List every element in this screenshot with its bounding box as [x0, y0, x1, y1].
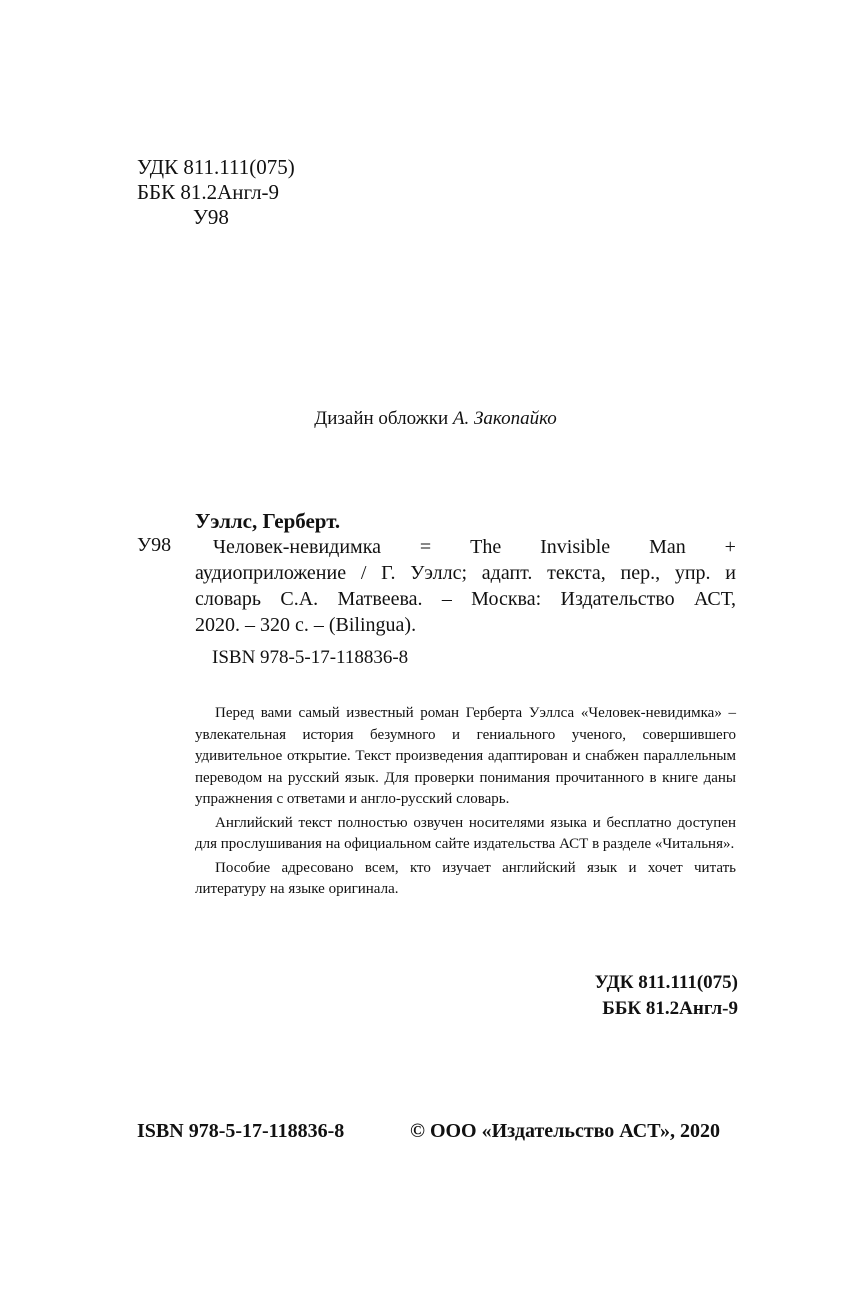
annotation-paragraph: Пособие адресовано всем, кто изучает английский язык и хочет читать литературу на языке оригинала.	[195, 859, 736, 897]
description-line: словарь С.А. Матвеева. – Москва: Издательство АСТ,	[195, 588, 736, 610]
title-word: Invisible	[540, 536, 611, 558]
footer-copyright: © ООО «Издательство АСТ», 2020	[410, 1120, 721, 1142]
udk-code-bottom: УДК 811.111(075)	[594, 972, 738, 993]
title-word: Man	[649, 536, 686, 558]
author-mark: У98	[193, 205, 229, 229]
bbk-code-bottom: ББК 81.2Англ-9	[602, 998, 738, 1019]
bottom-classification-codes	[0, 970, 738, 1022]
title-word: Человек-невидимка	[213, 536, 381, 558]
author-heading: Уэллс, Герберт.	[195, 509, 341, 533]
side-author-mark: У98	[137, 534, 172, 556]
isbn-entry: ISBN 978-5-17-118836-8	[212, 647, 409, 668]
annotation	[195, 703, 736, 901]
bibliographic-description	[195, 534, 736, 638]
title-word: The	[470, 536, 502, 558]
description-line: 2020. – 320 с. – (Bilingua).	[195, 614, 417, 636]
cover-label: Дизайн обложки	[314, 408, 449, 429]
bbk-code: ББК 81.2Англ-9	[137, 180, 280, 204]
cover-designer: А. Закопайко	[452, 408, 557, 429]
title-word: =	[419, 536, 432, 558]
title-word: +	[724, 536, 736, 558]
udk-code: УДК 811.111(075)	[137, 155, 295, 179]
cover-design-credit	[0, 408, 845, 430]
description-line: аудиоприложение / Г. Уэллс; адапт. текста, пер., упр. и	[195, 562, 736, 584]
top-classification-codes	[137, 155, 295, 230]
annotation-paragraph: Английский текст полностью озвучен носителями языка и бесплатно доступен для прослушивания на официальном сайте издательства АСТ в разделе «Читальня».	[195, 814, 736, 852]
annotation-paragraph: Перед вами самый известный роман Герберта Уэллса «Человек-невидимка» – увлекательная история безумного и гениального ученого, совершившего удивительное открытие. Текст произведения адаптирован и снабжен параллельным переводом на русский язык. Для проверки понимания прочитанного в книге даны упражнения с ответами и англо-русский словарь.	[195, 705, 736, 807]
title-line	[195, 534, 736, 560]
footer-isbn: ISBN 978-5-17-118836-8	[137, 1120, 345, 1142]
